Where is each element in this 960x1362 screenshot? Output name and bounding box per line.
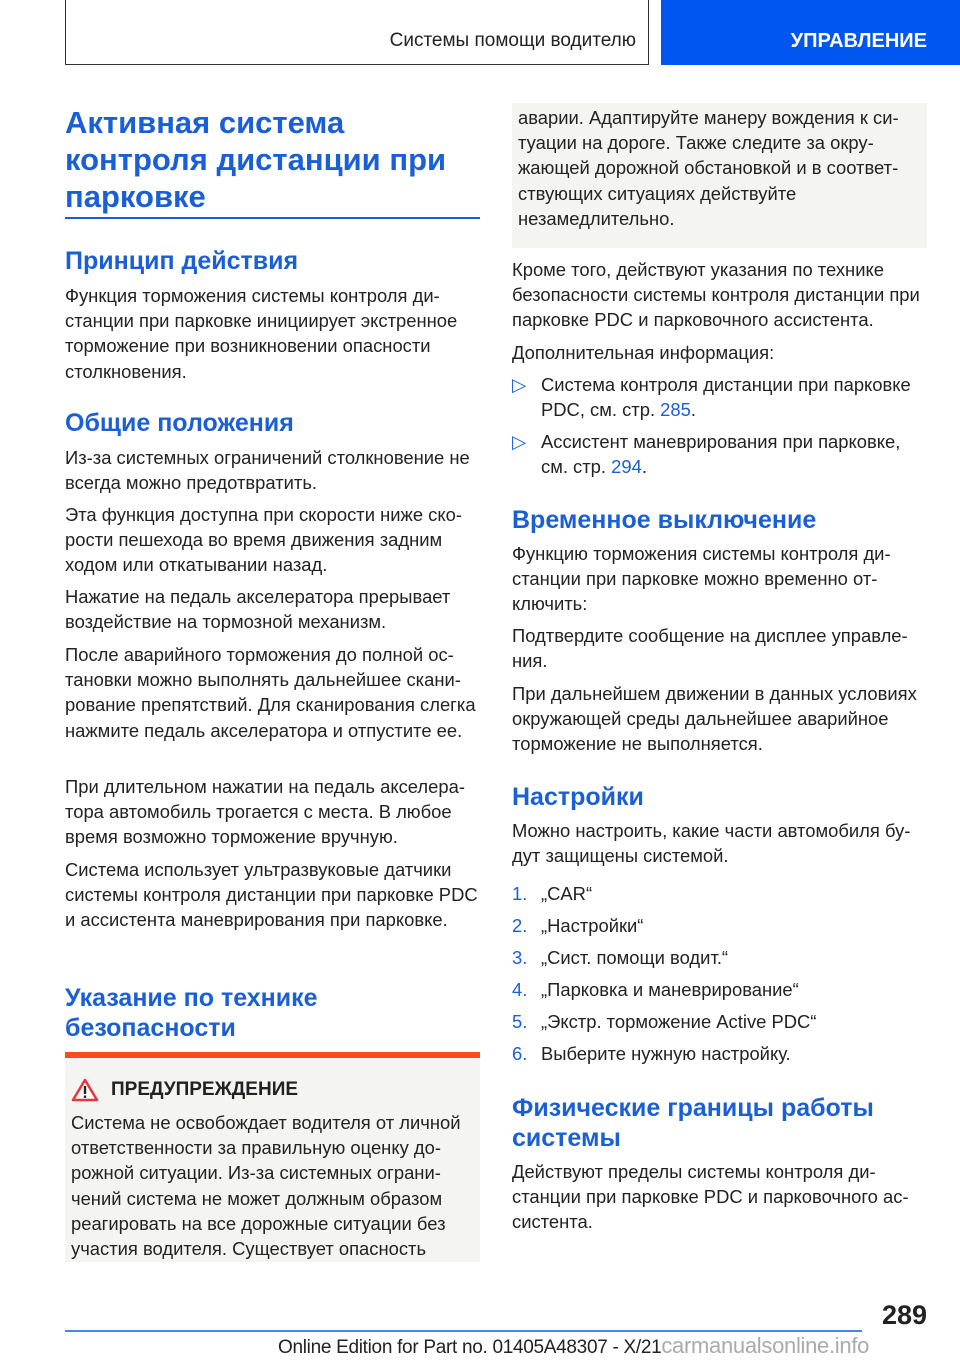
edition-text: Online Edition for Part no. 01405A48307 - X/21 — [278, 1337, 662, 1358]
title-rule — [65, 217, 480, 219]
paragraph: Функция торможения системы контроля дистанции при парковке инициирует экстренное торможение при возникновении опасности столкновения. — [65, 285, 458, 382]
paragraph: Действуют пределы системы контроля дистанции при парковке PDC и парковочного ассистента. — [512, 1161, 909, 1233]
page-number: 289 — [881, 1300, 927, 1330]
triangle-bullet-icon: ▷ — [512, 431, 527, 452]
heading-principle: Принцип действия — [65, 247, 299, 275]
footer-rule — [65, 1330, 862, 1332]
paragraph: Кроме того, действуют указания по технике безопасности системы контроля дистанции при парковке PDC и парковочного ассистента. — [512, 259, 920, 331]
reference-item: ▷ Система контроля дистанции при парковке PDC, см. стр. 285. — [512, 372, 930, 422]
paragraph: После аварийного торможения до полной остановки можно выполнять дальнейшее сканирование препятствий. Для сканирования слегка нажмите педаль акселератора и отпустите ее. — [65, 644, 476, 741]
triangle-bullet-icon: ▷ — [512, 374, 527, 395]
heading-general: Общие положения — [65, 409, 294, 437]
warning-text-continued: аварии. Адаптируйте манеру вождения к ситуации на дороге. Также следите за окружающей дорожной обстановкой и в соответствующих ситуациях действуйте незамедлительно. — [518, 107, 899, 229]
step-item: 5. „Экстр. торможение Active PDC“ — [512, 1011, 817, 1032]
section-title: Системы помощи водителю — [389, 30, 636, 51]
heading-settings: Настройки — [512, 783, 644, 811]
step-item: 1. „CAR“ — [512, 883, 593, 904]
step-item: 6. Выберите нужную настройку. — [512, 1043, 791, 1064]
steps-list — [512, 881, 930, 1073]
page-link[interactable]: 285 — [660, 399, 691, 421]
warning-triangle-icon — [71, 1078, 99, 1102]
step-item: 3. „Сист. помощи водит.“ — [512, 947, 729, 968]
page-title: Активная система контроля дистанции при парковке — [65, 105, 447, 214]
paragraph: Функцию торможения системы контроля дистанции при парковке можно временно отключить: — [512, 543, 891, 615]
chapter-tab[interactable]: УПРАВЛЕНИЕ — [661, 0, 960, 65]
footer-line — [278, 1333, 869, 1359]
heading-safety: Указание по технике безопасности — [65, 984, 318, 1042]
paragraph: Можно настроить, какие части автомобиля будут защищены системой. — [512, 820, 911, 867]
heading-limits: Физические границы работы системы — [512, 1094, 874, 1152]
paragraph: Из-за системных ограничений столкновение не всегда можно предотвратить. — [65, 447, 470, 494]
watermark: carmanualsonline.info — [661, 1333, 870, 1358]
warning-box-continued — [512, 103, 927, 248]
paragraph: При дальнейшем движении в данных условиях окружающей среды дальнейшее аварийное торможение не выполняется. — [512, 683, 917, 755]
warning-text: Система не освобождает водителя от личной ответственности за правильную оценку дорожной ситуации. Из-за системных ограничений система не может должным образом реагировать на все дорожные ситуации без участия водителя. Существует опасность — [71, 1112, 461, 1260]
paragraph: Нажатие на педаль акселератора прерывает воздействие на тормозной механизм. — [65, 586, 451, 633]
page-link[interactable]: 294 — [611, 456, 642, 478]
reference-item: ▷ Ассистент маневрирования при парковке, см. стр. 294. — [512, 429, 930, 479]
paragraph: Эта функция доступна при скорости ниже скорости пешехода во время движения задним ходом или откатывании назад. — [65, 504, 462, 576]
warning-title: ПРЕДУПРЕЖДЕНИЕ — [111, 1079, 299, 1100]
step-item: 2. „Настройки“ — [512, 915, 644, 936]
warning-header — [71, 1078, 474, 1102]
paragraph: Дополнительная информация: — [512, 342, 775, 363]
heading-temporary-off: Временное выключение — [512, 506, 817, 534]
step-item: 4. „Парковка и маневрирование“ — [512, 979, 799, 1000]
paragraph: При длительном нажатии на педаль акселератора автомобиль трогается с места. В любое время возможно торможение вручную. — [65, 776, 465, 848]
paragraph: Система использует ультразвуковые датчики системы контроля дистанции при парковке PDC и ассистента маневрирования при парковке. — [65, 859, 478, 931]
paragraph: Подтвердите сообщение на дисплее управления. — [512, 625, 908, 672]
warning-box — [65, 1058, 480, 1262]
header-box — [65, 0, 649, 65]
